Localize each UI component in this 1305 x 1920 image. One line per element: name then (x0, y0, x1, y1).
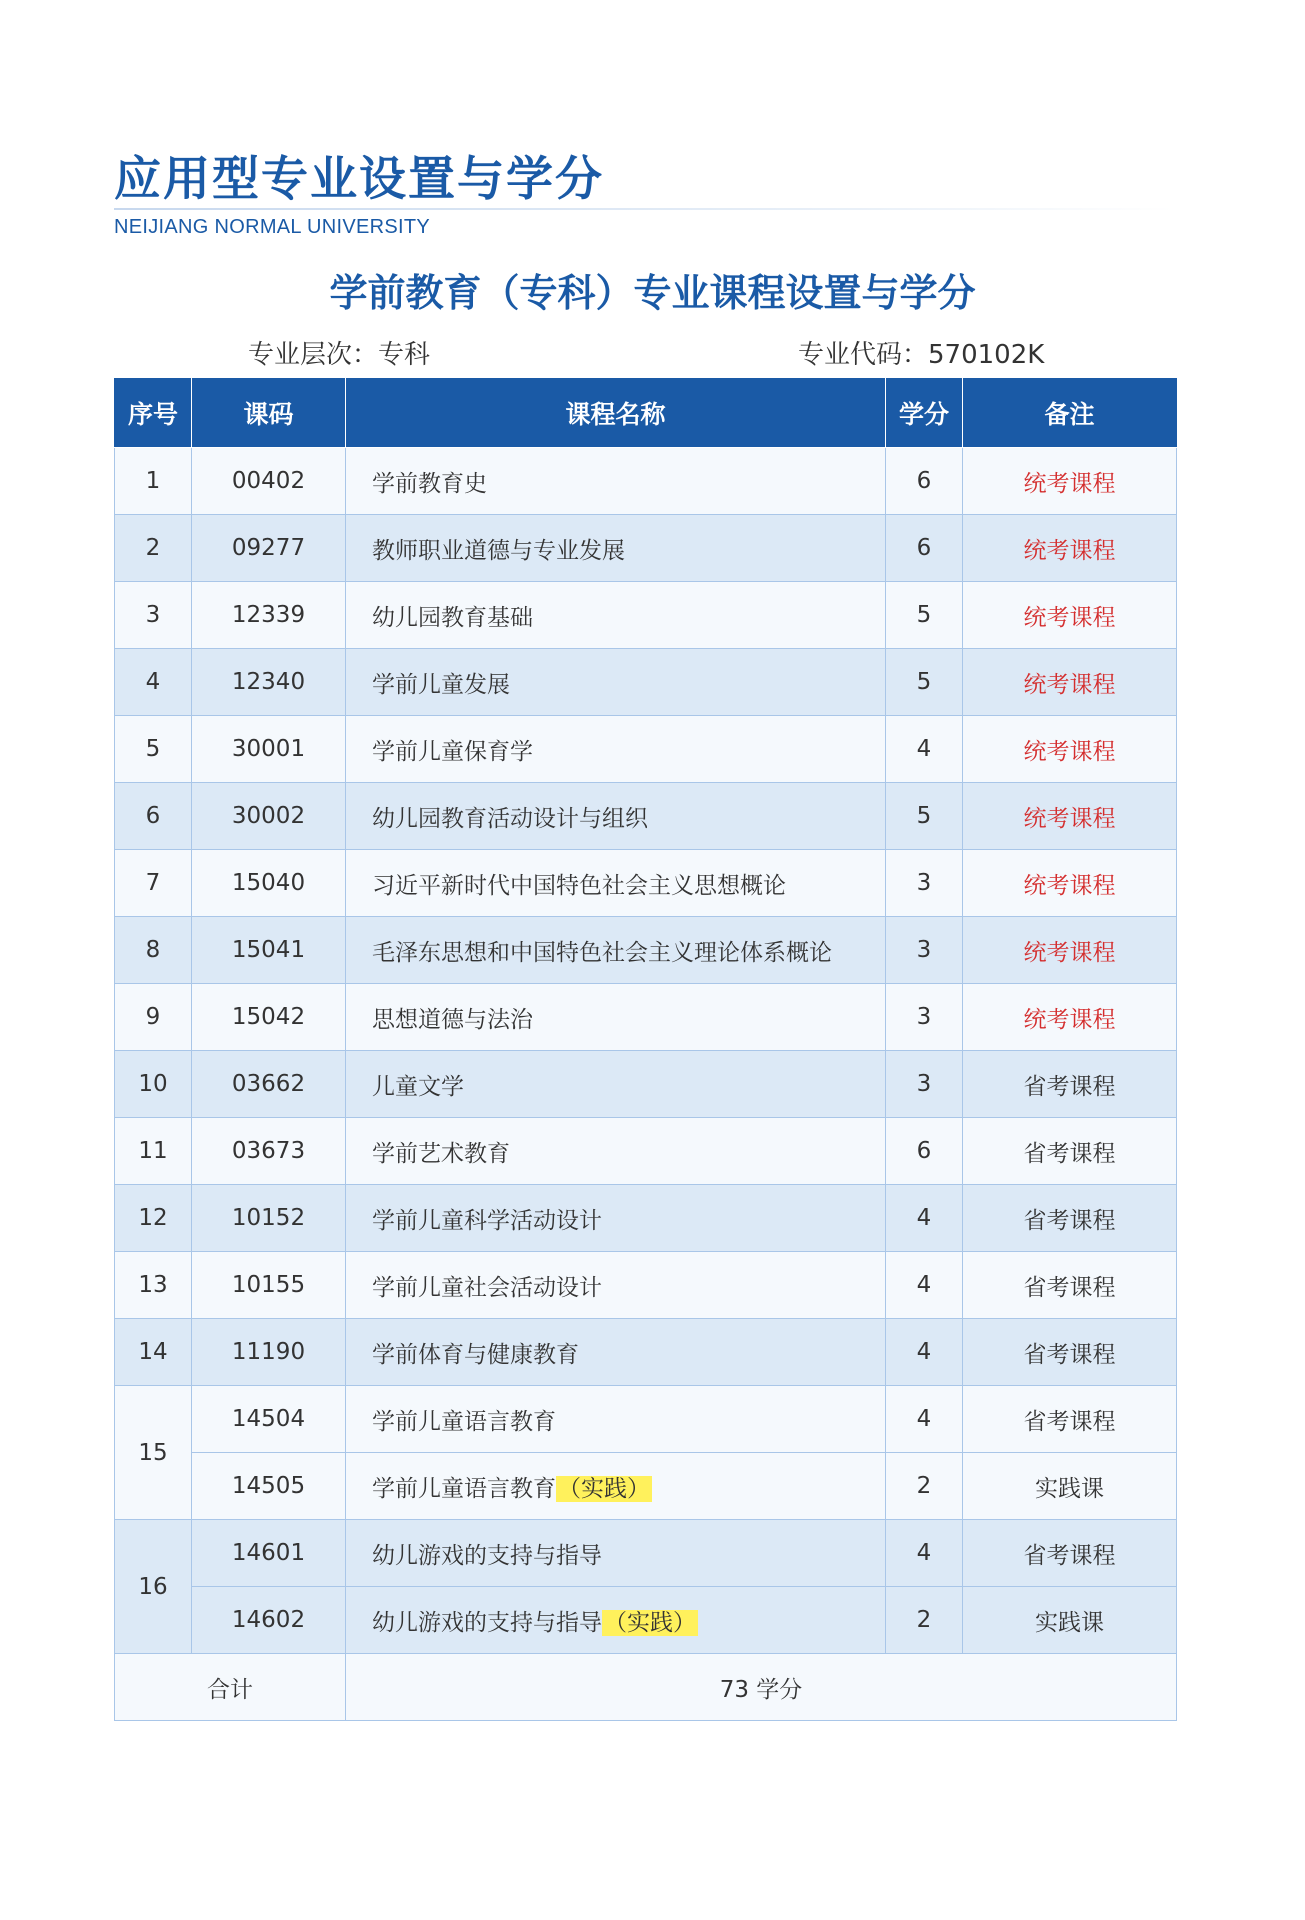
course-name: 儿童文学 (346, 1051, 886, 1118)
course-name-text: 学前儿童语言教育 (372, 1408, 556, 1435)
table-row (115, 783, 1177, 850)
course-remark: 省考课程 (963, 1118, 1177, 1185)
table-row (115, 984, 1177, 1051)
row-number: 14 (115, 1319, 192, 1386)
course-remark: 实践课 (963, 1453, 1177, 1520)
course-remark: 省考课程 (963, 1386, 1177, 1453)
table-row (115, 1453, 1177, 1520)
course-name (346, 1453, 886, 1520)
course-code: 03673 (192, 1118, 346, 1185)
course-code: 15042 (192, 984, 346, 1051)
row-number: 5 (115, 716, 192, 783)
course-credit: 3 (886, 1051, 963, 1118)
course-remark: 省考课程 (963, 1051, 1177, 1118)
course-code: 14504 (192, 1386, 346, 1453)
table-row (115, 1319, 1177, 1386)
row-number: 11 (115, 1118, 192, 1185)
course-name-text: 幼儿游戏的支持与指导 (372, 1542, 602, 1569)
course-name (346, 1587, 886, 1654)
course-remark: 省考课程 (963, 1252, 1177, 1319)
column-header-name: 课程名称 (346, 379, 886, 448)
course-name: 学前儿童社会活动设计 (346, 1252, 886, 1319)
table-row (115, 448, 1177, 515)
major-code: 专业代码：570102K (798, 340, 1045, 370)
course-credit: 6 (886, 515, 963, 582)
course-name: 学前儿童发展 (346, 649, 886, 716)
course-code: 09277 (192, 515, 346, 582)
major-level: 专业层次：专科 (248, 340, 431, 370)
row-number: 2 (115, 515, 192, 582)
row-number: 13 (115, 1252, 192, 1319)
table-row (115, 1520, 1177, 1587)
course-credit: 3 (886, 984, 963, 1051)
table-row (115, 1051, 1177, 1118)
course-name: 习近平新时代中国特色社会主义思想概论 (346, 850, 886, 917)
course-remark: 实践课 (963, 1587, 1177, 1654)
course-credit: 3 (886, 917, 963, 984)
course-name: 学前儿童保育学 (346, 716, 886, 783)
course-credit: 4 (886, 1319, 963, 1386)
course-code: 15040 (192, 850, 346, 917)
page-title: 应用型专业设置与学分 (114, 152, 604, 207)
course-remark: 统考课程 (963, 448, 1177, 515)
total-value: 73 学分 (346, 1654, 1177, 1721)
course-credit: 2 (886, 1587, 963, 1654)
row-number: 12 (115, 1185, 192, 1252)
course-remark: 省考课程 (963, 1520, 1177, 1587)
course-name: 幼儿园教育基础 (346, 582, 886, 649)
course-name: 教师职业道德与专业发展 (346, 515, 886, 582)
table-title: 学前教育（专科）专业课程设置与学分 (329, 271, 976, 315)
column-header-code: 课码 (192, 379, 346, 448)
course-name: 学前体育与健康教育 (346, 1319, 886, 1386)
table-row (115, 1118, 1177, 1185)
course-name (346, 1520, 886, 1587)
course-credit: 4 (886, 1520, 963, 1587)
course-code: 30001 (192, 716, 346, 783)
column-header-remark: 备注 (963, 379, 1177, 448)
course-code: 10152 (192, 1185, 346, 1252)
course-name-text: 幼儿游戏的支持与指导 (372, 1609, 602, 1636)
course-name: 学前艺术教育 (346, 1118, 886, 1185)
course-credit: 4 (886, 1185, 963, 1252)
course-code: 00402 (192, 448, 346, 515)
course-remark: 省考课程 (963, 1185, 1177, 1252)
table-row (115, 850, 1177, 917)
table-row (115, 1587, 1177, 1654)
course-code: 11190 (192, 1319, 346, 1386)
course-code: 12339 (192, 582, 346, 649)
course-name: 思想道德与法治 (346, 984, 886, 1051)
row-number: 8 (115, 917, 192, 984)
row-number: 10 (115, 1051, 192, 1118)
course-name: 学前儿童科学活动设计 (346, 1185, 886, 1252)
course-remark: 统考课程 (963, 850, 1177, 917)
course-remark: 省考课程 (963, 1319, 1177, 1386)
row-number: 4 (115, 649, 192, 716)
course-code: 30002 (192, 783, 346, 850)
course-code: 14505 (192, 1453, 346, 1520)
practice-highlight: （实践） (604, 1609, 696, 1636)
course-code: 12340 (192, 649, 346, 716)
course-credit: 4 (886, 716, 963, 783)
course-credit: 2 (886, 1453, 963, 1520)
course-remark: 统考课程 (963, 783, 1177, 850)
table-header-row (115, 379, 1177, 448)
table-row (115, 582, 1177, 649)
course-name-text: 学前儿童语言教育 (372, 1475, 556, 1502)
table-row (115, 1252, 1177, 1319)
course-code: 14601 (192, 1520, 346, 1587)
course-code: 15041 (192, 917, 346, 984)
course-credit: 4 (886, 1252, 963, 1319)
row-number: 15 (115, 1386, 192, 1520)
row-number: 3 (115, 582, 192, 649)
course-remark: 统考课程 (963, 649, 1177, 716)
row-number: 1 (115, 448, 192, 515)
course-remark: 统考课程 (963, 515, 1177, 582)
table-row (115, 917, 1177, 984)
table-row (115, 1185, 1177, 1252)
table-row (115, 515, 1177, 582)
header-divider (114, 208, 1174, 210)
course-table (114, 378, 1177, 1721)
course-name: 学前教育史 (346, 448, 886, 515)
row-number: 7 (115, 850, 192, 917)
table-row (115, 649, 1177, 716)
course-table-body (115, 448, 1177, 1721)
row-number: 9 (115, 984, 192, 1051)
course-credit: 5 (886, 783, 963, 850)
course-credit: 6 (886, 448, 963, 515)
course-credit: 6 (886, 1118, 963, 1185)
column-header-credit: 学分 (886, 379, 963, 448)
course-code: 14602 (192, 1587, 346, 1654)
course-code: 10155 (192, 1252, 346, 1319)
university-name: NEIJIANG NORMAL UNIVERSITY (114, 216, 430, 238)
course-code: 03662 (192, 1051, 346, 1118)
total-row (115, 1654, 1177, 1721)
course-credit: 4 (886, 1386, 963, 1453)
course-remark: 统考课程 (963, 984, 1177, 1051)
course-credit: 3 (886, 850, 963, 917)
course-name: 毛泽东思想和中国特色社会主义理论体系概论 (346, 917, 886, 984)
row-number: 16 (115, 1520, 192, 1654)
total-label: 合计 (115, 1654, 346, 1721)
course-name (346, 1386, 886, 1453)
course-remark: 统考课程 (963, 917, 1177, 984)
course-credit: 5 (886, 582, 963, 649)
table-row (115, 716, 1177, 783)
course-credit: 5 (886, 649, 963, 716)
course-remark: 统考课程 (963, 716, 1177, 783)
course-name: 幼儿园教育活动设计与组织 (346, 783, 886, 850)
row-number: 6 (115, 783, 192, 850)
course-remark: 统考课程 (963, 582, 1177, 649)
table-row (115, 1386, 1177, 1453)
column-header-no: 序号 (115, 379, 192, 448)
practice-highlight: （实践） (558, 1475, 650, 1502)
